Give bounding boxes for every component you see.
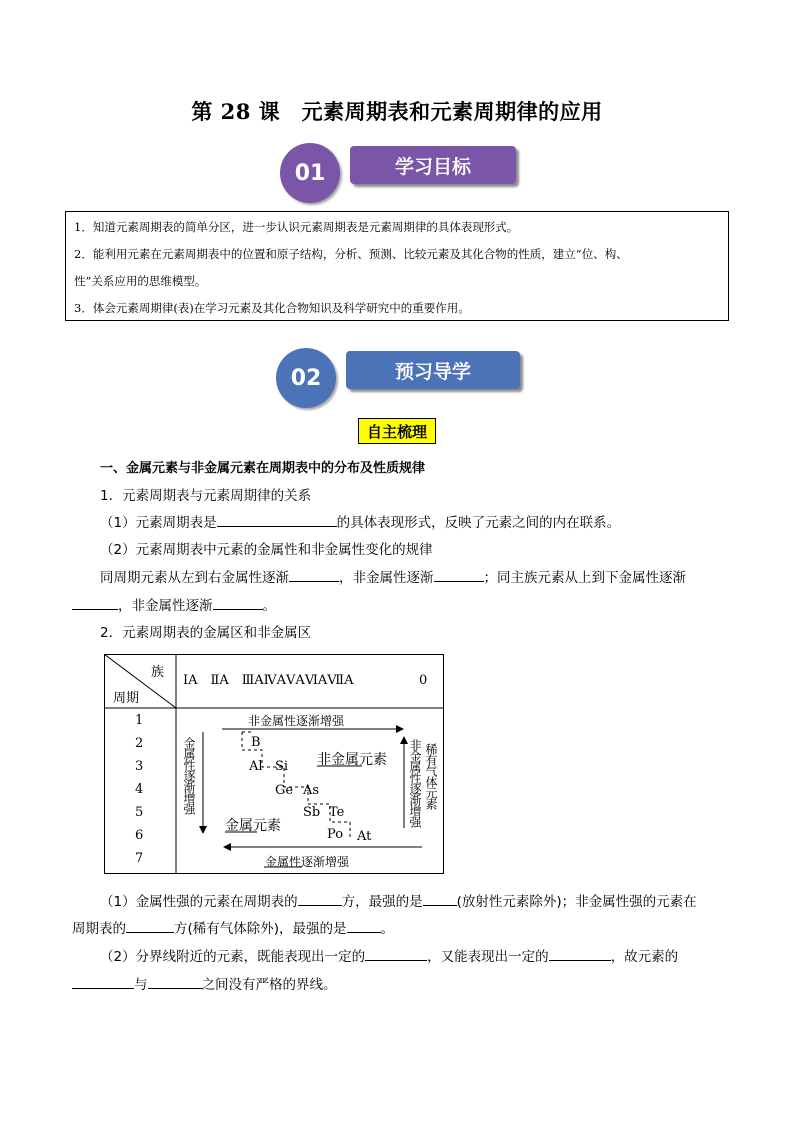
element-symbol: At xyxy=(357,829,372,844)
answer-blank[interactable] xyxy=(549,947,611,961)
question-2-part-d: 与 xyxy=(134,977,148,993)
question-2-part-a: （2）分界线附近的元素，既能表现出一定的 xyxy=(100,949,366,965)
self-study-tag: 自主梳理 xyxy=(358,418,436,444)
element-symbol: Sb xyxy=(303,805,321,820)
period-label: 1 xyxy=(135,713,144,728)
learning-goals-box xyxy=(65,211,729,321)
paragraph-4 xyxy=(72,594,276,614)
paragraph-4-text: ，非金属性逐渐 xyxy=(118,598,213,614)
element-symbol: B xyxy=(251,735,261,750)
question-2-part-e: 之间没有严格的界线。 xyxy=(201,977,337,993)
element-symbol: Po xyxy=(327,827,344,842)
question-1-part-a: （1）金属性强的元素在周期表的 xyxy=(100,894,298,910)
answer-blank[interactable] xyxy=(72,975,134,989)
question-1-line-1 xyxy=(100,890,697,910)
paragraph-3-part-a: 同周期元素从左到右金属性逐渐 xyxy=(100,570,289,586)
group-zero: 0 xyxy=(419,673,428,688)
period-label: 7 xyxy=(135,851,144,866)
paragraph-3-part-b: ，非金属性逐渐 xyxy=(339,570,434,586)
subheading-2: 2．元素周期表的金属区和非金属区 xyxy=(100,625,312,641)
paragraph-1 xyxy=(100,511,620,531)
paragraph-4-end: 。 xyxy=(262,598,276,614)
top-arrow-label: 非金属性逐渐增强 xyxy=(248,714,345,728)
page-title: 第 28 课 元素周期表和元素周期律的应用 xyxy=(191,99,603,124)
right-arrow-label: 非金属性逐渐增强 xyxy=(408,739,422,827)
question-1-line-2 xyxy=(72,917,394,937)
element-symbol: Si xyxy=(275,759,289,774)
answer-blank[interactable] xyxy=(126,919,174,933)
paragraph-1-start: （1）元素周期表是 xyxy=(100,515,217,531)
question-2-line-2 xyxy=(72,973,337,993)
period-label: 5 xyxy=(135,805,144,820)
period-label: 3 xyxy=(135,759,144,774)
goal-item: 1．知道元素周期表的简单分区，进一步认识元素周期表是元素周期律的具体表现形式。 xyxy=(74,220,519,234)
header-group: 族 xyxy=(151,665,165,680)
answer-blank[interactable] xyxy=(148,975,202,989)
section-label-preview: 预习导学 xyxy=(346,351,520,389)
answer-blank[interactable] xyxy=(298,892,342,906)
metal-label: 金属元素 xyxy=(225,818,281,834)
question-1-part-b: 方，最强的是 xyxy=(341,894,423,910)
section-number-goals: 01 xyxy=(280,143,340,203)
section-number-preview: 02 xyxy=(276,348,336,408)
period-label: 6 xyxy=(135,828,144,843)
element-symbol: Ge xyxy=(275,783,294,798)
question-2-part-b: ，又能表现出一定的 xyxy=(427,949,549,965)
subheading-1: 1．元素周期表与元素周期律的关系 xyxy=(100,488,312,504)
paragraph-3 xyxy=(100,566,686,586)
paragraph-1-end: 的具体表现形式，反映了元素之间的内在联系。 xyxy=(336,515,621,531)
answer-blank[interactable] xyxy=(347,919,381,933)
group-labels: ⅠA ⅡA ⅢAⅣAⅤAⅥAⅦA xyxy=(183,673,354,688)
section-header-preview xyxy=(276,348,524,408)
goal-item: 3．体会元素周期律(表)在学习元素及其化合物知识及科学研究中的重要作用。 xyxy=(74,301,470,315)
answer-blank[interactable] xyxy=(72,596,118,610)
answer-blank[interactable] xyxy=(423,892,457,906)
noble-gas-label: 稀有气体元素 xyxy=(424,743,438,809)
answer-blank[interactable] xyxy=(289,568,339,582)
answer-blank[interactable] xyxy=(365,947,427,961)
heading-1: 一、金属元素与非金属元素在周期表中的分布及性质规律 xyxy=(100,461,426,476)
paragraph-2: （2）元素周期表中元素的金属性和非金属性变化的规律 xyxy=(100,542,433,558)
goal-item: 性”关系应用的思维模型。 xyxy=(74,274,207,288)
section-header-goals xyxy=(280,143,520,203)
element-symbol: As xyxy=(303,783,320,798)
period-label: 4 xyxy=(135,782,144,797)
element-symbol: Al xyxy=(249,759,263,774)
answer-blank[interactable] xyxy=(217,513,337,527)
nonmetal-label: 非金属元素 xyxy=(317,752,387,768)
question-1-part-f: 。 xyxy=(380,921,395,937)
answer-blank[interactable] xyxy=(213,596,263,610)
question-2-line-1 xyxy=(100,945,678,965)
left-arrow-label: 金属性逐渐增强 xyxy=(182,737,196,814)
question-2-part-c: ，故元素的 xyxy=(610,949,679,965)
header-period: 周期 xyxy=(113,691,140,706)
goal-item: 2．能利用元素在元素周期表中的位置和原子结构，分析、预测、比较元素及其化合物的性质，建立“位、构、 xyxy=(74,247,628,261)
question-1-part-e: 方(稀有气体除外)，最强的是 xyxy=(174,921,347,937)
answer-blank[interactable] xyxy=(434,568,484,582)
paragraph-3-part-c: ；同主族元素从上到下金属性逐渐 xyxy=(483,570,686,586)
bottom-arrow-label: 金属性逐渐增强 xyxy=(265,855,350,869)
periodic-table-diagram xyxy=(104,654,444,874)
question-1-part-c: (放射性元素除外)；非金属性强的元素在 xyxy=(456,894,697,910)
element-symbol: Te xyxy=(329,805,345,820)
question-1-part-d: 周期表的 xyxy=(72,921,126,937)
section-label-goals: 学习目标 xyxy=(350,146,516,184)
period-label: 2 xyxy=(135,736,144,751)
